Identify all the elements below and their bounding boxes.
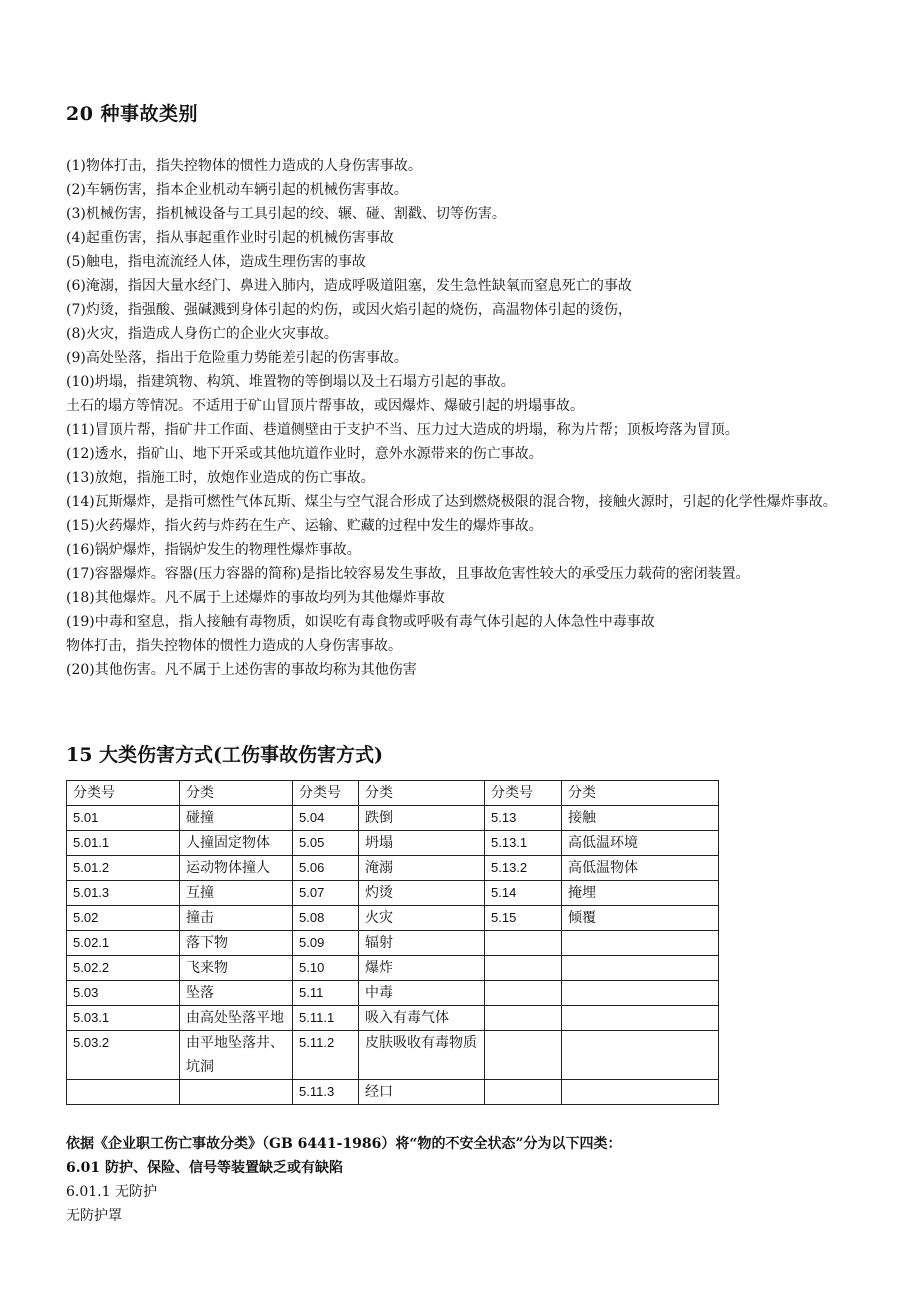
category-name-cell: 飞来物 xyxy=(180,956,293,981)
category-code-cell: 5.08 xyxy=(293,906,359,931)
category-name-cell: 碰撞 xyxy=(180,806,293,831)
category-code-cell: 5.03.1 xyxy=(67,1006,180,1031)
category-name-cell: 运动物体撞人 xyxy=(180,856,293,881)
category-code-cell: 5.06 xyxy=(293,856,359,881)
category-code-cell xyxy=(485,956,562,981)
category-name-cell xyxy=(562,1031,719,1080)
category-code-cell: 5.04 xyxy=(293,806,359,831)
category-name-cell xyxy=(562,931,719,956)
category-name-cell: 火灾 xyxy=(359,906,485,931)
list-item: (15)火药爆炸，指火药与炸药在生产、运输、贮藏的过程中发生的爆炸事故。 xyxy=(66,518,543,534)
table-header-cell: 分类号 xyxy=(67,781,180,806)
accident-category-list xyxy=(66,154,866,682)
list-item: (19)中毒和窒息，指人接触有毒物质，如误吃有毒食物或呼吸有毒气体引起的人体急性中毒事故 xyxy=(66,614,655,630)
category-code-cell: 5.02 xyxy=(67,906,180,931)
category-name-cell: 吸入有毒气体 xyxy=(359,1006,485,1031)
list-item: (10)坍塌，指建筑物、构筑、堆置物的等倒塌以及土石塌方引起的事故。 xyxy=(66,374,515,390)
list-item: (13)放炮，指施工时，放炮作业造成的伤亡事故。 xyxy=(66,470,375,486)
category-name-cell: 爆炸 xyxy=(359,956,485,981)
list-item: (3)机械伤害，指机械设备与工具引起的绞、辗、碰、割戳、切等伤害。 xyxy=(66,206,506,222)
list-item: 物体打击，指失控物体的惯性力造成的人身伤害事故。 xyxy=(66,638,402,654)
category-code-cell: 5.02.1 xyxy=(67,931,180,956)
category-code-cell: 5.01.3 xyxy=(67,881,180,906)
category-name-cell xyxy=(562,1080,719,1105)
category-code-cell xyxy=(485,1080,562,1105)
table-header-cell: 分类 xyxy=(562,781,719,806)
category-code-cell: 5.03 xyxy=(67,981,180,1006)
list-item: (18)其他爆炸。凡不属于上述爆炸的事故均列为其他爆炸事故 xyxy=(66,590,445,606)
injury-mode-table xyxy=(66,780,719,1105)
list-item: (5)触电，指电流流经人体，造成生理伤害的事故 xyxy=(66,254,366,270)
category-name-cell: 接触 xyxy=(562,806,719,831)
table-row xyxy=(67,856,719,881)
category-name-cell: 坍塌 xyxy=(359,831,485,856)
category-code-cell: 5.13 xyxy=(485,806,562,831)
category-name-cell: 跌倒 xyxy=(359,806,485,831)
category-name-cell xyxy=(562,981,719,1006)
category-code-cell xyxy=(67,1080,180,1105)
list-item: (8)火灾，指造成人身伤亡的企业火灾事故。 xyxy=(66,326,338,342)
list-item: (11)冒顶片帮，指矿井工作面、巷道侧壁由于支护不当、压力过大造成的坍塌，称为片帮；顶板垮落为冒顶。 xyxy=(66,422,739,438)
category-code-cell: 5.10 xyxy=(293,956,359,981)
table-header-cell: 分类 xyxy=(180,781,293,806)
list-item: (4)起重伤害，指从事起重作业时引起的机械伤害事故 xyxy=(66,230,394,246)
category-name-cell: 掩埋 xyxy=(562,881,719,906)
category-code-cell: 5.02.2 xyxy=(67,956,180,981)
category-name-cell: 灼烫 xyxy=(359,881,485,906)
category-name-cell: 互撞 xyxy=(180,881,293,906)
category-code-cell: 5.11.1 xyxy=(293,1006,359,1031)
category-name-cell: 落下物 xyxy=(180,931,293,956)
table-header-cell: 分类号 xyxy=(293,781,359,806)
list-item: (7)灼烫，指强酸、强碱溅到身体引起的灼伤，或因火焰引起的烧伤，高温物体引起的烫伤， xyxy=(66,302,632,318)
category-code-cell: 5.03.2 xyxy=(67,1031,180,1080)
list-item: (6)淹溺，指因大量水经门、鼻进入肺内，造成呼吸道阻塞，发生急性缺氧而窒息死亡的事故 xyxy=(66,278,632,294)
category-code-cell: 5.15 xyxy=(485,906,562,931)
table-row xyxy=(67,1031,719,1080)
category-name-cell: 撞击 xyxy=(180,906,293,931)
list-item: (16)锅炉爆炸，指锅炉发生的物理性爆炸事故。 xyxy=(66,542,361,558)
category-code-cell: 5.13.2 xyxy=(485,856,562,881)
table-row xyxy=(67,906,719,931)
category-code-cell: 5.09 xyxy=(293,931,359,956)
category-code-cell: 5.11.3 xyxy=(293,1080,359,1105)
list-item: (2)车辆伤害，指本企业机动车辆引起的机械伤害事故。 xyxy=(66,182,408,198)
category-name-cell: 坠落 xyxy=(180,981,293,1006)
category-name-cell: 经口 xyxy=(359,1080,485,1105)
list-item: 土石的塌方等情况。不适用于矿山冒顶片帮事故，或因爆炸、爆破引起的坍塌事故。 xyxy=(66,398,584,414)
list-item: (12)透水，指矿山、地下开采或其他坑道作业时，意外水源带来的伤亡事故。 xyxy=(66,446,543,462)
category-code-cell xyxy=(485,1031,562,1080)
category-code-cell: 5.13.1 xyxy=(485,831,562,856)
category-name-cell: 皮肤吸收有毒物质 xyxy=(359,1031,485,1080)
paragraph: 无防护罩 xyxy=(66,1208,122,1224)
table-row xyxy=(67,981,719,1006)
category-name-cell: 由高处坠落平地 xyxy=(180,1006,293,1031)
table-row xyxy=(67,831,719,856)
category-code-cell: 5.14 xyxy=(485,881,562,906)
section-title-injury-modes: 15 大类伤害方式(工伤事故伤害方式) xyxy=(66,744,384,766)
list-item: (9)高处坠落，指出于危险重力势能差引起的伤害事故。 xyxy=(66,350,408,366)
category-name-cell: 高低温物体 xyxy=(562,856,719,881)
category-name-cell: 高低温环境 xyxy=(562,831,719,856)
category-name-cell xyxy=(562,1006,719,1031)
table-row xyxy=(67,956,719,981)
category-name-cell xyxy=(180,1080,293,1105)
table-row xyxy=(67,881,719,906)
table-header-cell: 分类 xyxy=(359,781,485,806)
list-item: (17)容器爆炸。容器(压力容器的简称)是指比较容易发生事故，且事故危害性较大的承受压力载荷的密闭装置。 xyxy=(66,566,750,582)
category-code-cell: 5.11.2 xyxy=(293,1031,359,1080)
category-code-cell: 5.01.2 xyxy=(67,856,180,881)
table-row xyxy=(67,1006,719,1031)
subsection-heading: 6.01 防护、保险、信号等装置缺乏或有缺陷 xyxy=(66,1160,343,1176)
list-item: (1)物体打击，指失控物体的惯性力造成的人身伤害事故。 xyxy=(66,158,422,174)
category-name-cell: 中毒 xyxy=(359,981,485,1006)
category-code-cell: 5.11 xyxy=(293,981,359,1006)
category-name-cell: 淹溺 xyxy=(359,856,485,881)
category-code-cell: 5.01.1 xyxy=(67,831,180,856)
category-code-cell xyxy=(485,981,562,1006)
category-name-cell: 由平地坠落井、坑洞 xyxy=(180,1031,293,1080)
classification-note: 依据《企业职工伤亡事故分类》（GB 6441-1986）将“物的不安全状态”分为以下四类： xyxy=(66,1136,622,1152)
category-name-cell: 倾覆 xyxy=(562,906,719,931)
category-code-cell: 5.07 xyxy=(293,881,359,906)
category-code-cell: 5.01 xyxy=(67,806,180,831)
paragraph: 6.01.1 无防护 xyxy=(66,1184,157,1200)
category-code-cell xyxy=(485,931,562,956)
list-item: (14)瓦斯爆炸，是指可燃性气体瓦斯、煤尘与空气混合形成了达到燃烧极限的混合物，接触火源时，引起的化学性爆炸事故。 xyxy=(66,494,837,510)
category-name-cell: 辐射 xyxy=(359,931,485,956)
table-header-row xyxy=(67,781,719,806)
table-row xyxy=(67,931,719,956)
category-name-cell: 人撞固定物体 xyxy=(180,831,293,856)
section-title-accident-categories: 20 种事故类别 xyxy=(66,103,199,125)
table-row xyxy=(67,806,719,831)
table-header-cell: 分类号 xyxy=(485,781,562,806)
category-name-cell xyxy=(562,956,719,981)
category-code-cell: 5.05 xyxy=(293,831,359,856)
list-item: (20)其他伤害。凡不属于上述伤害的事故均称为其他伤害 xyxy=(66,662,417,678)
category-code-cell xyxy=(485,1006,562,1031)
table-row xyxy=(67,1080,719,1105)
